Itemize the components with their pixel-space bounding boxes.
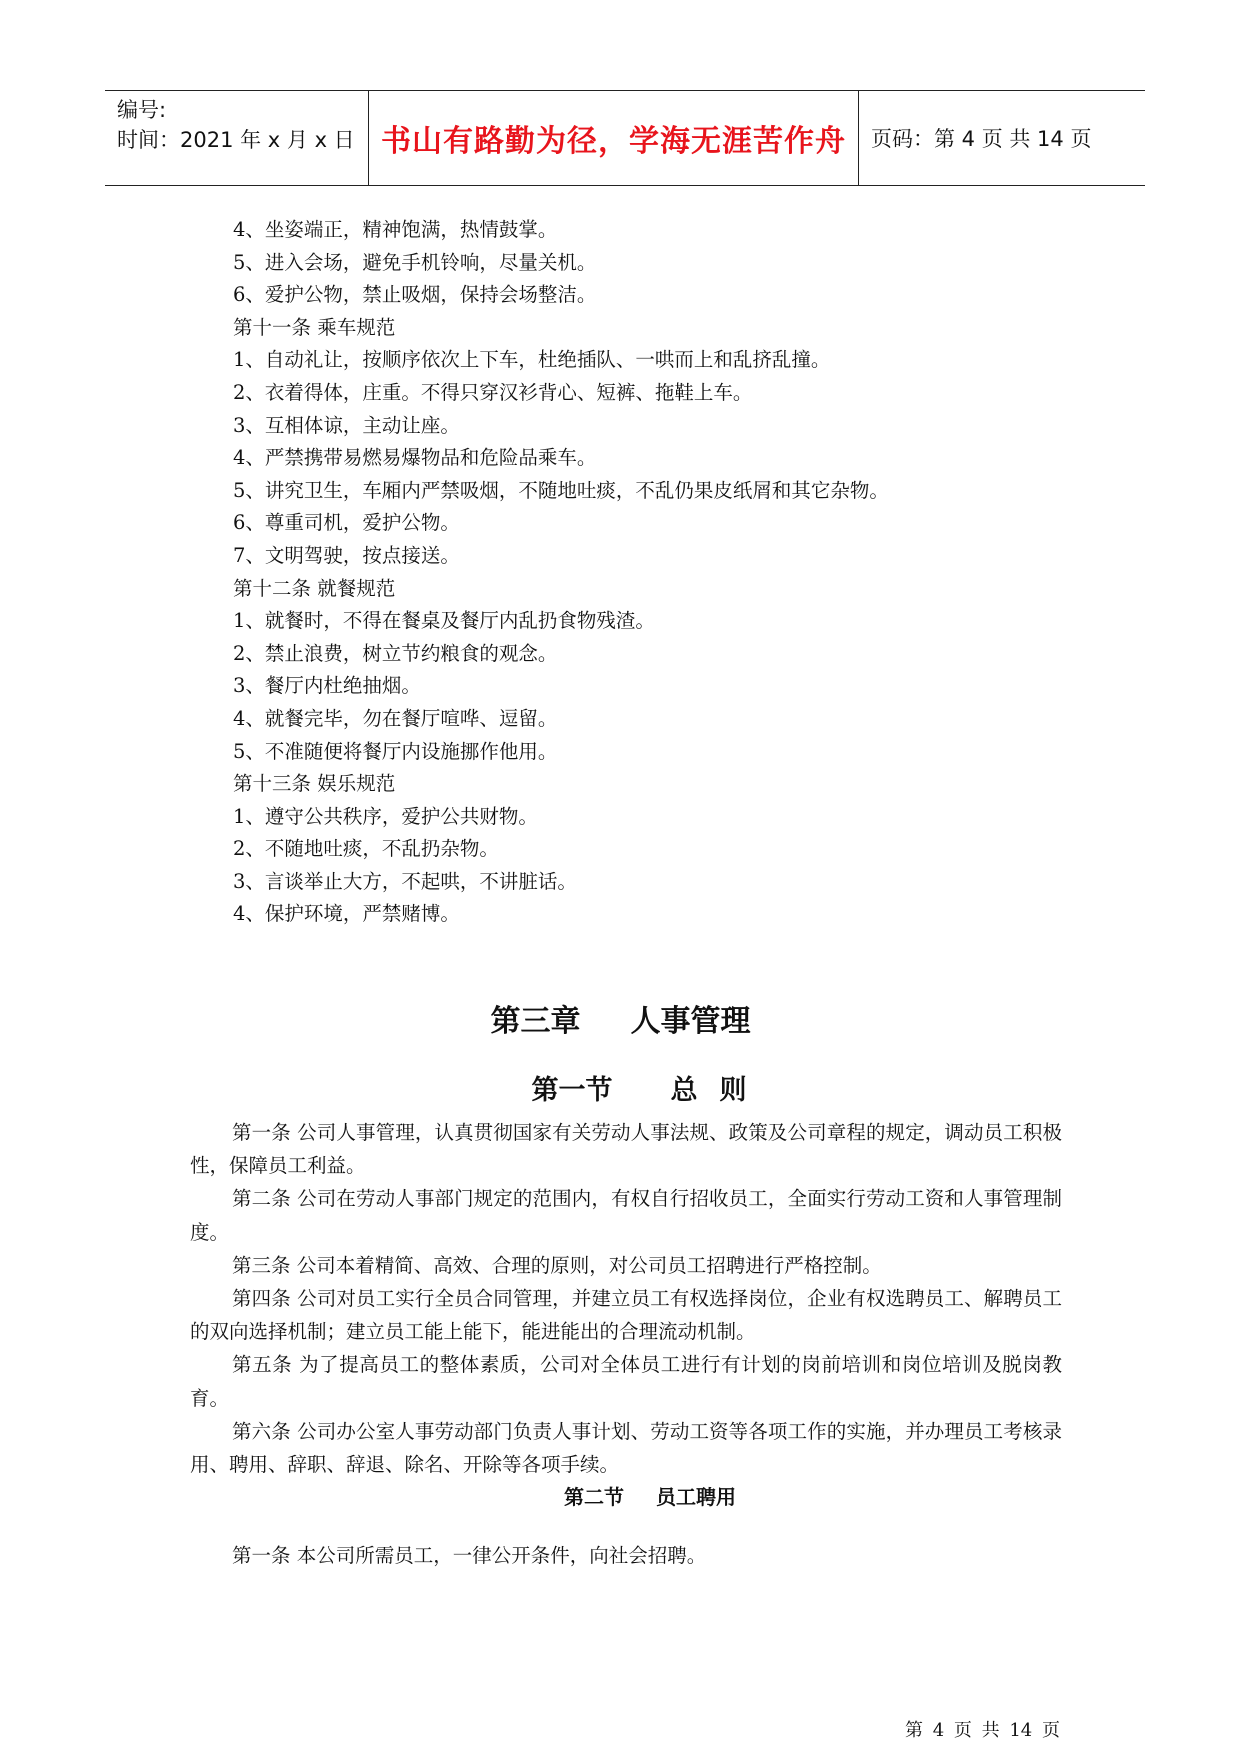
list-item: 2、禁止浪费，树立节约粮食的观念。 xyxy=(233,641,558,665)
list-item: 1、就餐时，不得在餐桌及餐厅内乱扔食物残渣。 xyxy=(233,609,655,633)
list-item: 4、坐姿端正，精神饱满，热情鼓掌。 xyxy=(233,218,558,241)
paragraph: 第二条 公司在劳动人事部门规定的范围内，有权自行招收员工，全面实行劳动工资和人事管理制度。 xyxy=(190,1187,1062,1244)
paragraph: 第三条 公司本着精简、高效、合理的原则，对公司员工招聘进行严格控制。 xyxy=(232,1253,882,1277)
paragraph: 第五条 为了提高员工的整体素质，公司对全体员工进行有计划的岗前培训和岗位培训及脱岗教育。 xyxy=(190,1353,1062,1410)
document-time-label: 时间：2021 年 x 月 x 日 xyxy=(117,128,355,152)
header-motto: 书山有路勤为径，学海无涯苦作舟 xyxy=(369,91,859,185)
paragraph: 第一条 本公司所需员工，一律公开条件，向社会招聘。 xyxy=(232,1544,707,1567)
list-item: 2、衣着得体，庄重。不得只穿汉衫背心、短裤、拖鞋上车。 xyxy=(233,380,753,404)
list-item: 2、不随地吐痰，不乱扔杂物。 xyxy=(233,837,499,861)
paragraph: 第四条 公司对员工实行全员合同管理，并建立员工有权选择岗位，企业有权选聘员工、解聘员工的双向选择机制；建立员工能上能下，能进能出的合理流动机制。 xyxy=(190,1287,1062,1344)
header-meta xyxy=(105,91,369,185)
section-number: 第一节 xyxy=(531,1075,613,1106)
list-item: 6、尊重司机，爱护公物。 xyxy=(233,511,460,535)
document-header xyxy=(105,90,1145,186)
article-heading: 第十一条 乘车规范 xyxy=(233,315,396,339)
list-item: 5、不准随便将餐厅内设施挪作他用。 xyxy=(233,739,558,763)
paragraph: 第六条 公司办公室人事劳动部门负责人事计划、劳动工资等各项工作的实施，并办理员工考核录用、聘用、辞职、辞退、除名、开除等各项手续。 xyxy=(190,1419,1062,1477)
article-heading: 第十三条 娱乐规范 xyxy=(233,772,396,796)
section-name: 总则 xyxy=(670,1075,769,1106)
list-item: 1、自动礼让，按顺序依次上下车，杜绝插队、一哄而上和乱挤乱撞。 xyxy=(233,348,831,372)
list-item: 5、进入会场，避免手机铃响，尽量关机。 xyxy=(233,250,597,274)
list-item: 5、讲究卫生，车厢内严禁吸烟，不随地吐痰，不乱仍果皮纸屑和其它杂物。 xyxy=(233,478,889,502)
list-item: 3、互相体谅，主动让座。 xyxy=(233,413,460,437)
chapter-number: 第三章 xyxy=(490,1004,581,1039)
section-name: 员工聘用 xyxy=(656,1485,736,1509)
list-item: 6、爱护公物，禁止吸烟，保持会场整洁。 xyxy=(233,283,597,307)
list-item: 3、餐厅内杜绝抽烟。 xyxy=(233,674,421,698)
document-number-label: 编号: xyxy=(117,98,167,122)
header-page-number: 页码：第 4 页 共 14 页 xyxy=(871,127,1092,151)
list-item: 1、遵守公共秩序，爱护公共财物。 xyxy=(233,804,538,828)
rules-list xyxy=(233,214,1113,931)
list-item: 7、文明驾驶，按点接送。 xyxy=(233,543,460,567)
chapter-title xyxy=(0,996,1241,1040)
list-item: 4、就餐完毕，勿在餐厅喧哗、逗留。 xyxy=(233,706,558,730)
paragraph: 第一条 公司人事管理，认真贯彻国家有关劳动人事法规、政策及公司章程的规定，调动员工积极性，保障员工利益。 xyxy=(190,1121,1062,1178)
section-title xyxy=(0,1481,1241,1510)
list-item: 3、言谈举止大方，不起哄，不讲脏话。 xyxy=(233,869,577,893)
article-heading: 第十二条 就餐规范 xyxy=(233,576,396,600)
list-item: 4、严禁携带易燃易爆物品和危险品乘车。 xyxy=(233,446,597,470)
article-paragraphs xyxy=(190,1116,1062,1481)
page-footer: 第 4 页 共 14 页 xyxy=(905,1720,1060,1741)
section-number: 第二节 xyxy=(564,1485,624,1509)
section-title xyxy=(0,1068,1241,1107)
list-item: 4、保护环境，严禁赌博。 xyxy=(233,902,460,926)
chapter-name: 人事管理 xyxy=(630,1004,751,1039)
